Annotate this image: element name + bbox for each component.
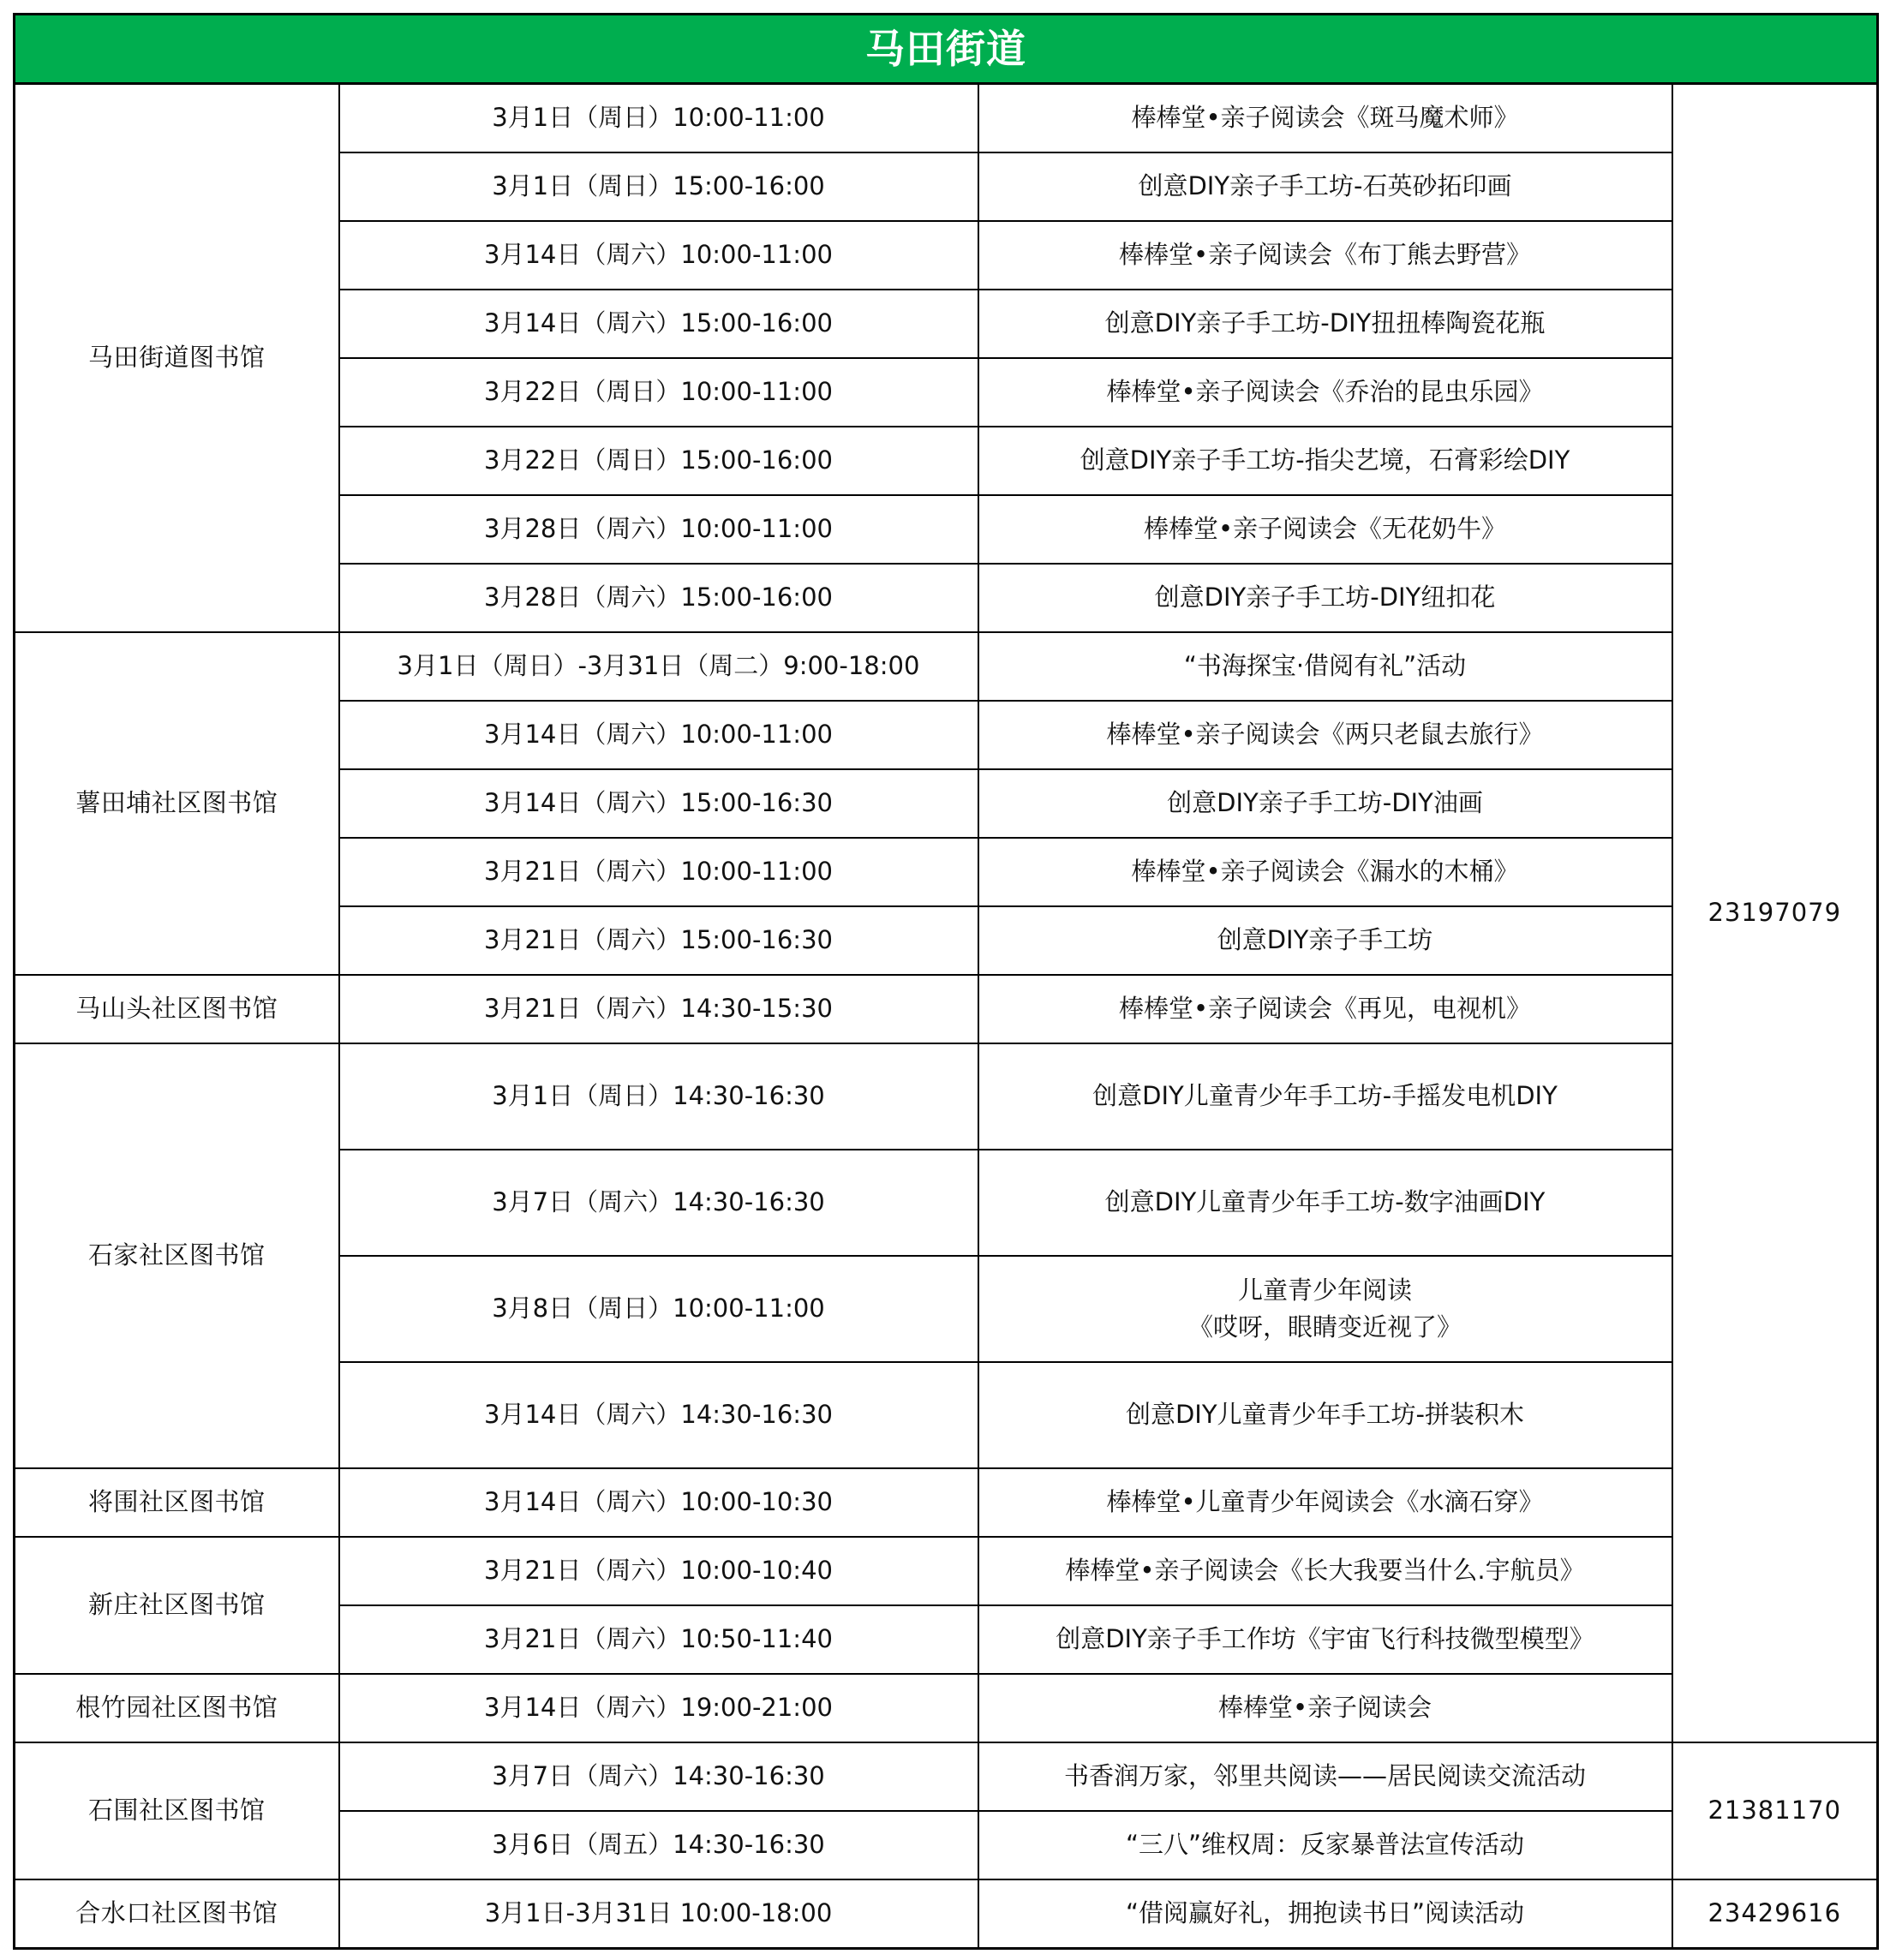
activity-name: 创意DIY亲子手工坊: [978, 906, 1672, 975]
activity-name-line-2: 《哎呀，眼睛变近视了》: [1187, 1312, 1462, 1342]
table-row: [15, 1674, 1878, 1742]
library-name: 石家社区图书馆: [15, 1043, 339, 1468]
activity-name: 棒棒堂•亲子阅读会《无花奶牛》: [978, 495, 1672, 564]
activity-schedule-table: [13, 13, 1879, 1950]
activity-name: 棒棒堂•亲子阅读会《再见，电视机》: [978, 975, 1672, 1043]
library-name: 马田街道图书馆: [15, 84, 339, 633]
activity-time: 3月7日（周六）14:30-16:30: [339, 1150, 978, 1256]
activity-name: 棒棒堂•亲子阅读会《两只老鼠去旅行》: [978, 701, 1672, 769]
library-name: 薯田埔社区图书馆: [15, 632, 339, 975]
activity-time: 3月28日（周六）10:00-11:00: [339, 495, 978, 564]
schedule-body: [15, 84, 1878, 1949]
activity-time: 3月14日（周六）19:00-21:00: [339, 1674, 978, 1742]
activity-time: 3月14日（周六）15:00-16:30: [339, 769, 978, 838]
activity-time: 3月1日（周日）10:00-11:00: [339, 84, 978, 153]
activity-name-line-1: 儿童青少年阅读: [1237, 1275, 1412, 1305]
activity-time: 3月14日（周六）15:00-16:00: [339, 290, 978, 358]
activity-time: 3月1日-3月31日 10:00-18:00: [339, 1879, 978, 1949]
activity-name: “借阅赢好礼，拥抱读书日”阅读活动: [978, 1879, 1672, 1949]
activity-time: 3月21日（周六）10:50-11:40: [339, 1605, 978, 1674]
activity-name: 创意DIY亲子手工坊-DIY油画: [978, 769, 1672, 838]
activity-name: 棒棒堂•亲子阅读会《布丁熊去野营》: [978, 221, 1672, 290]
activity-time: 3月14日（周六）10:00-11:00: [339, 221, 978, 290]
table-row: [15, 1043, 1878, 1150]
contact-phone: 21381170: [1672, 1742, 1878, 1879]
table-row: [15, 1879, 1878, 1949]
activity-time: 3月28日（周六）15:00-16:00: [339, 564, 978, 632]
activity-time: 3月6日（周五）14:30-16:30: [339, 1811, 978, 1879]
activity-name: 创意DIY亲子手工坊-石英砂拓印画: [978, 152, 1672, 221]
contact-phone: 23429616: [1672, 1879, 1878, 1949]
activity-name: [978, 1256, 1672, 1362]
activity-time: 3月21日（周六）10:00-11:00: [339, 838, 978, 906]
library-name: 石围社区图书馆: [15, 1742, 339, 1879]
activity-name: 创意DIY儿童青少年手工坊-手摇发电机DIY: [978, 1043, 1672, 1150]
activity-time: 3月1日（周日）-3月31日（周二）9:00-18:00: [339, 632, 978, 701]
activity-time: 3月1日（周日）14:30-16:30: [339, 1043, 978, 1150]
title-row: [15, 15, 1878, 84]
activity-time: 3月21日（周六）14:30-15:30: [339, 975, 978, 1043]
library-name: 合水口社区图书馆: [15, 1879, 339, 1949]
library-name: 新庄社区图书馆: [15, 1537, 339, 1674]
activity-time: 3月1日（周日）15:00-16:00: [339, 152, 978, 221]
activity-time: 3月21日（周六）10:00-10:40: [339, 1537, 978, 1605]
activity-time: 3月14日（周六）10:00-11:00: [339, 701, 978, 769]
activity-name: 创意DIY亲子手工作坊《宇宙飞行科技微型模型》: [978, 1605, 1672, 1674]
activity-name: 棒棒堂•亲子阅读会《长大我要当什么.宇航员》: [978, 1537, 1672, 1605]
activity-time: 3月14日（周六）10:00-10:30: [339, 1468, 978, 1537]
activity-time: 3月22日（周日）15:00-16:00: [339, 427, 978, 495]
table-row: [15, 1537, 1878, 1605]
library-name: 根竹园社区图书馆: [15, 1674, 339, 1742]
activity-name: 创意DIY儿童青少年手工坊-拼装积木: [978, 1362, 1672, 1468]
activity-name: 棒棒堂•亲子阅读会《漏水的木桶》: [978, 838, 1672, 906]
activity-name: 棒棒堂•儿童青少年阅读会《水滴石穿》: [978, 1468, 1672, 1537]
activity-name: 创意DIY亲子手工坊-指尖艺境，石膏彩绘DIY: [978, 427, 1672, 495]
table-row: [15, 632, 1878, 701]
table-row: [15, 1742, 1878, 1811]
activity-time: 3月7日（周六）14:30-16:30: [339, 1742, 978, 1811]
activity-name: 创意DIY亲子手工坊-DIY扭扭棒陶瓷花瓶: [978, 290, 1672, 358]
library-name: 将围社区图书馆: [15, 1468, 339, 1537]
table-row: [15, 975, 1878, 1043]
activity-name: 创意DIY亲子手工坊-DIY纽扣花: [978, 564, 1672, 632]
activity-name: 棒棒堂•亲子阅读会《乔治的昆虫乐园》: [978, 358, 1672, 427]
activity-time: 3月14日（周六）14:30-16:30: [339, 1362, 978, 1468]
activity-name: 书香润万家，邻里共阅读——居民阅读交流活动: [978, 1742, 1672, 1811]
contact-phone: 23197079: [1672, 84, 1878, 1743]
activity-name: 棒棒堂•亲子阅读会: [978, 1674, 1672, 1742]
activity-name: “书海探宝·借阅有礼”活动: [978, 632, 1672, 701]
activity-name: 创意DIY儿童青少年手工坊-数字油画DIY: [978, 1150, 1672, 1256]
activity-time: 3月8日（周日）10:00-11:00: [339, 1256, 978, 1362]
activity-name: “三八”维权周：反家暴普法宣传活动: [978, 1811, 1672, 1879]
activity-name: 棒棒堂•亲子阅读会《斑马魔术师》: [978, 84, 1672, 153]
activity-time: 3月22日（周日）10:00-11:00: [339, 358, 978, 427]
table-row: [15, 84, 1878, 153]
activity-time: 3月21日（周六）15:00-16:30: [339, 906, 978, 975]
library-name: 马山头社区图书馆: [15, 975, 339, 1043]
page-title: 马田街道: [15, 15, 1878, 84]
table-row: [15, 1468, 1878, 1537]
